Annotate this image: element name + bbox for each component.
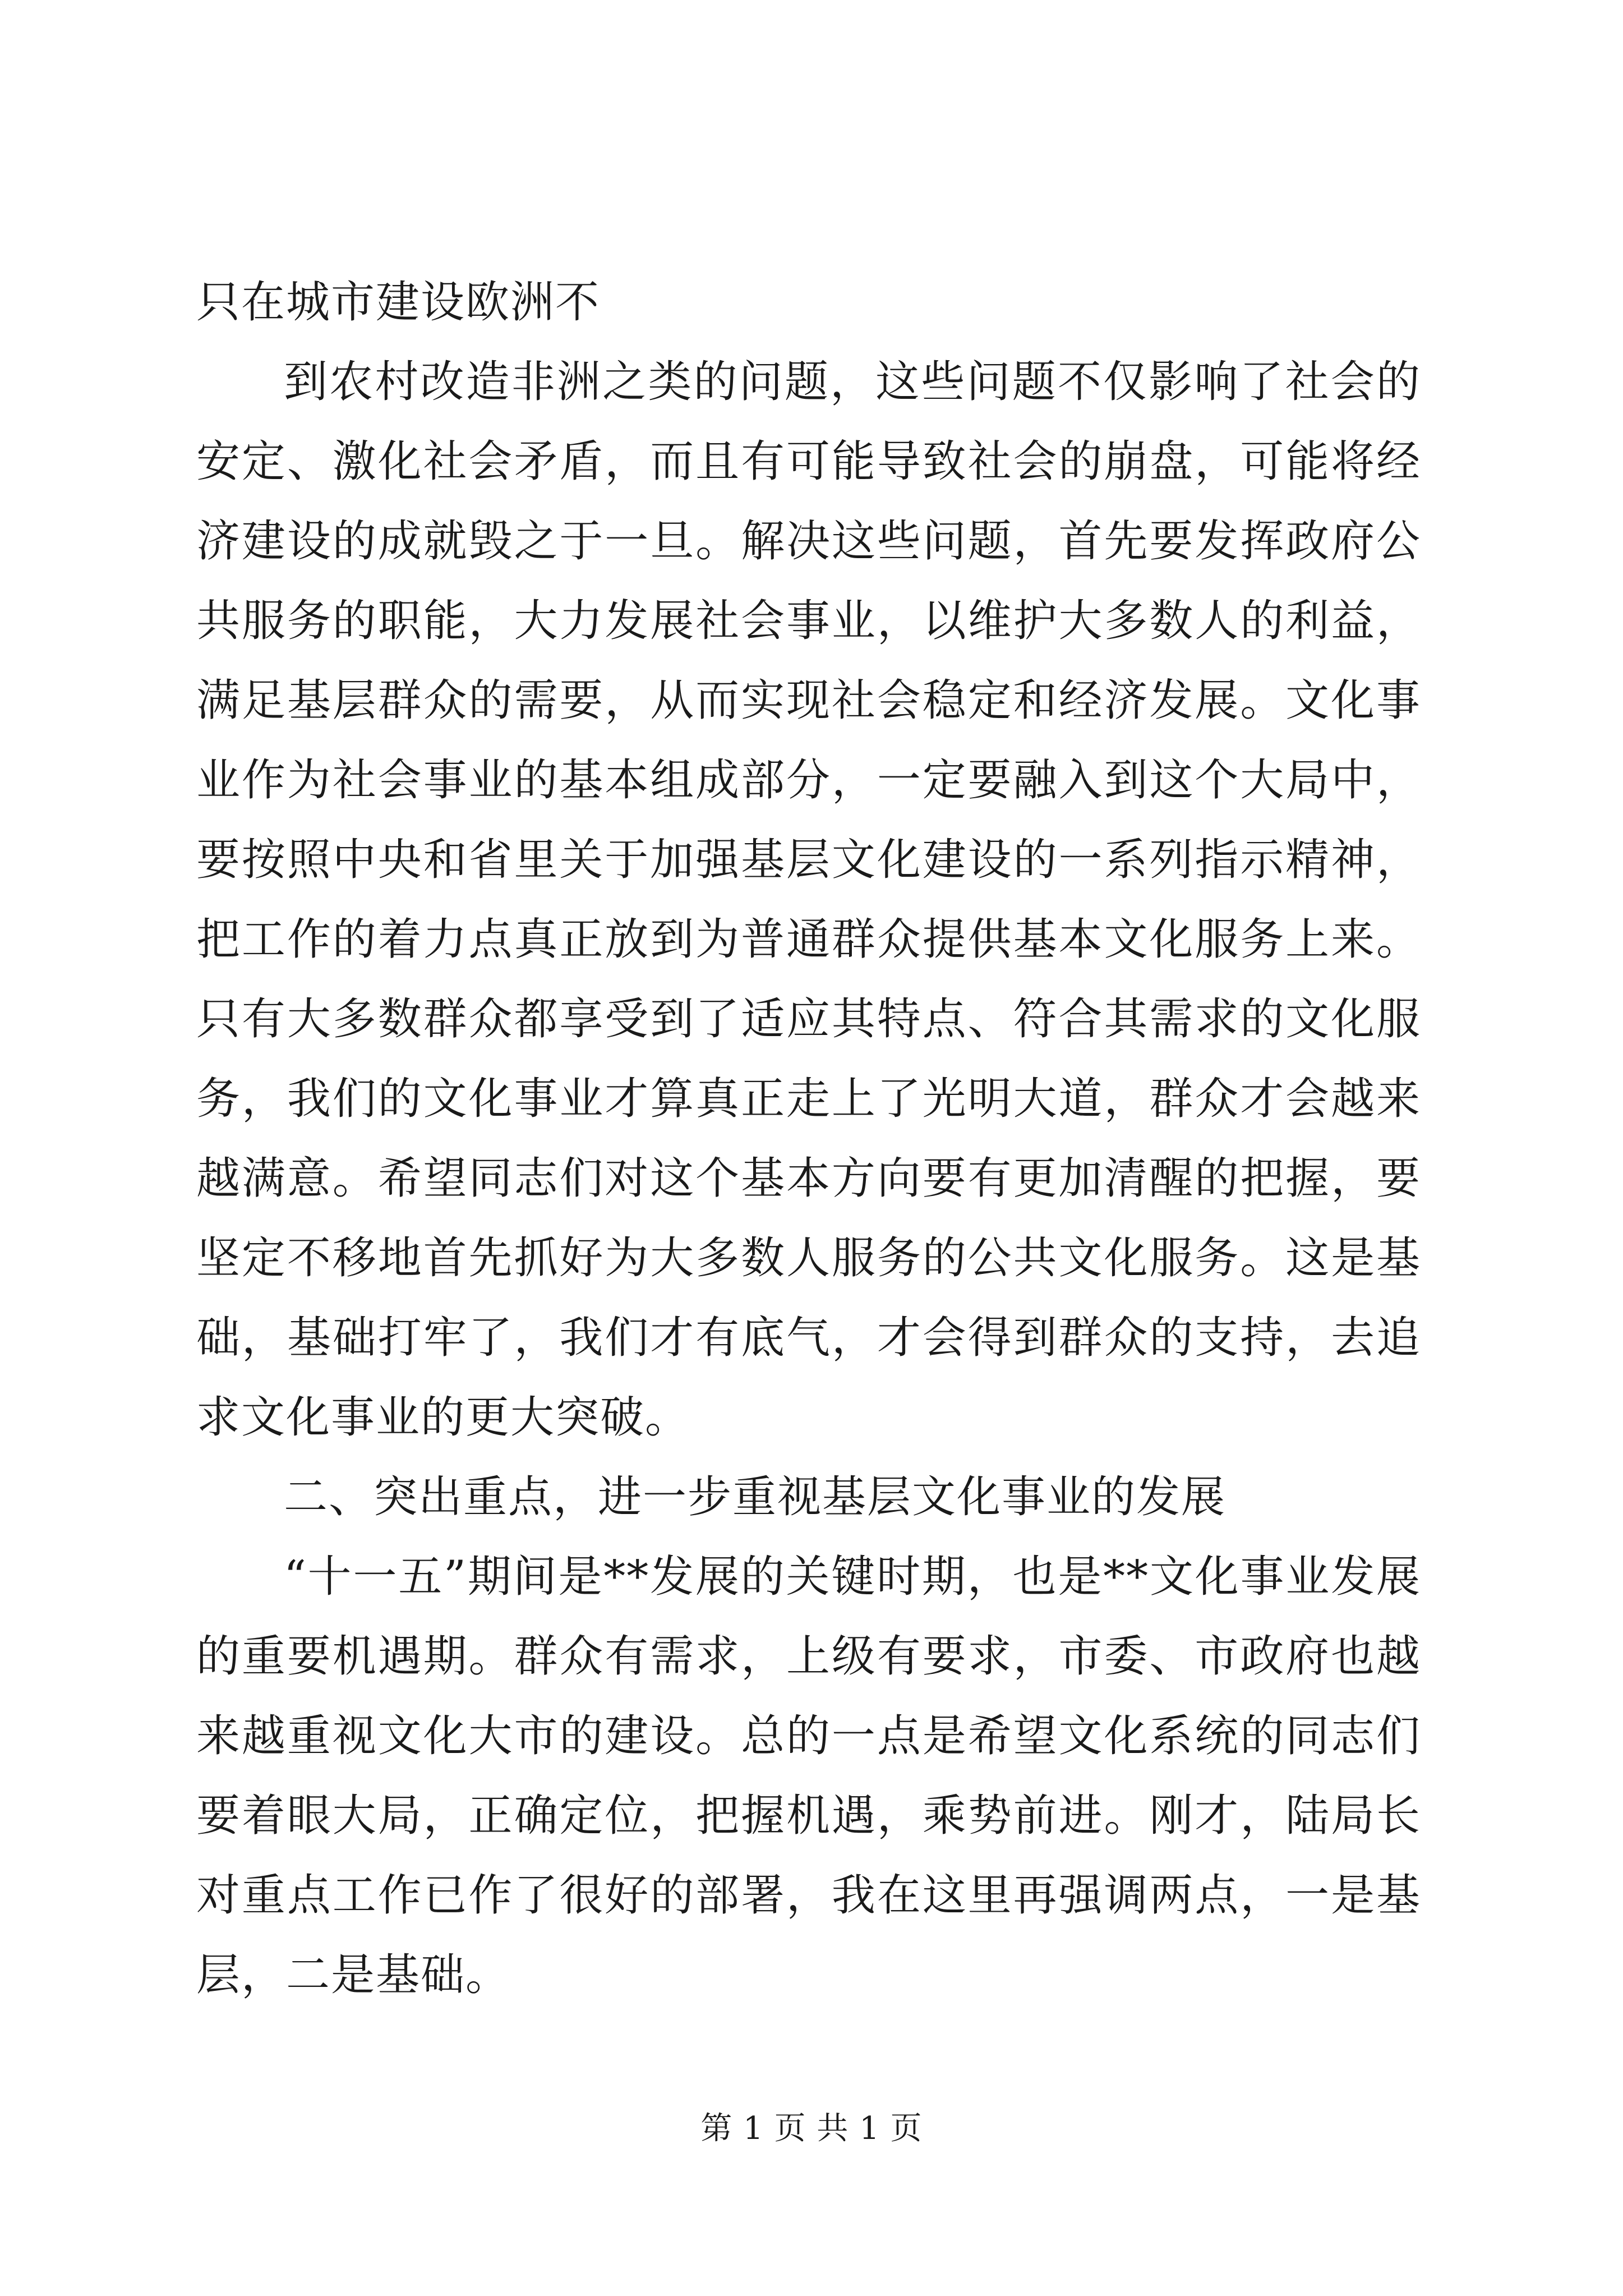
paragraph-1: 只在城市建设欧洲不 (196, 277, 601, 328)
document-body (196, 263, 1421, 2015)
page-footer: 第 1 页 共 1 页 (700, 2110, 923, 2147)
paragraph-3: “十一五”期间是**发展的关键时期，也是**文化事业发展的重要机遇期。群众有需求，上级有要求，市委、市政府也越来越重视文化大市的建设。总的一点是希望文化系统的同志们要着眼大局，正确定位，把握机遇，乘势前进。刚才，陆局长对重点工作已作了很好的部署，我在这里再强调两点，一是基层，二是基础。 (196, 1552, 1421, 2000)
paragraph-2: 到农村改造非洲之类的问题，这些问题不仅影响了社会的安定、激化社会矛盾，而且有可能导致社会的崩盘，可能将经济建设的成就毁之于一旦。解决这些问题，首先要发挥政府公共服务的职能，大力发展社会事业，以维护大多数人的利益，满足基层群众的需要，从而实现社会稳定和经济发展。文化事业作为社会事业的基本组成部分，一定要融入到这个大局中，要按照中央和省里关于加强基层文化建设的一系列指示精神，把工作的着力点真正放到为普通群众提供基本文化服务上来。只有大多数群众都享受到了适应其特点、符合其需求的文化服务，我们的文化事业才算真正走上了光明大道，群众才会越来越满意。希望同志们对这个基本方向要有更加清醒的把握，要坚定不移地首先抓好为大多数人服务的公共文化服务。这是基础，基础打牢了，我们才有底气，才会得到群众的支持，去追求文化事业的更大突破。 (196, 357, 1421, 1443)
section-heading: 二、突出重点，进一步重视基层文化事业的发展 (284, 1472, 1227, 1522)
